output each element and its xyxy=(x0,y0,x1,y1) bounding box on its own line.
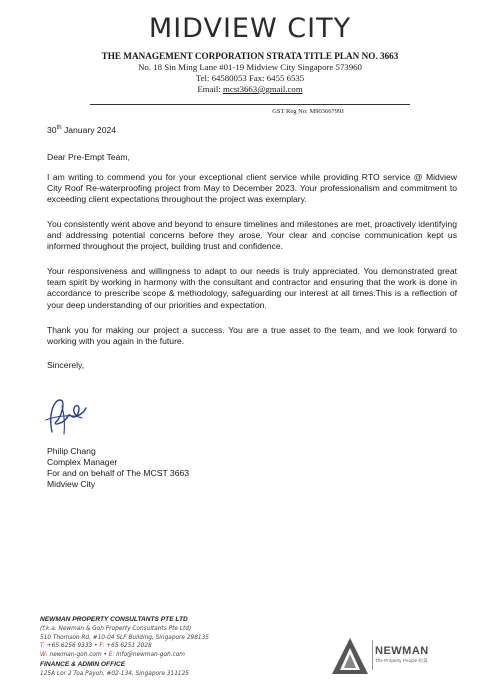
footer-address: 510 Thomson Rd, #10-04 SLF Building, Singapore 298135 xyxy=(40,634,209,641)
address-line: No. 18 Sin Ming Lane #01-19 Midview City Singapore 573960 xyxy=(138,62,362,72)
footer-tel: +65 6256 9333 • xyxy=(44,643,100,650)
web-label: W: xyxy=(40,652,48,659)
tel-label: T: xyxy=(40,643,45,650)
email-link[interactable]: mcst3663@gmail.com xyxy=(222,84,303,94)
closing: Sincerely, xyxy=(47,360,85,370)
footer-office-heading: FINANCE & ADMIN OFFICE xyxy=(40,660,126,668)
footer-office-address: 125A Lor 2 Toa Payoh, #02-134, Singapore 311125 xyxy=(40,670,189,677)
management-title: THE MANAGEMENT CORPORATION STRATA TITLE PLAN NO. 3663 xyxy=(101,51,399,61)
paragraph-4: Thank you for making our project a success. You are a true asset to the team, and we look forward to working with you again in the future. xyxy=(47,325,457,347)
email-label: Email: xyxy=(197,84,223,94)
newman-logo-icon xyxy=(330,636,370,676)
paragraph-1: I am writing to commend you for your exceptional client service while providing RTO service @ Midview City Roof Re-waterproofing project from May to December 2023. Your professionalism and commitment to exceeding client expectations throughout the project was exemplary. xyxy=(47,172,457,205)
footer-email[interactable]: info@newman-goh.com xyxy=(114,652,185,659)
signer-name: Philip Chang xyxy=(47,446,96,456)
gst-reg-number: GST Reg No: M90366799J xyxy=(272,108,344,115)
tel-fax-line: Tel: 64580053 Fax: 6455 6535 xyxy=(195,73,305,83)
signer-block xyxy=(47,446,189,490)
newman-tagline: The Property People 紐曼 xyxy=(375,658,428,663)
header-divider xyxy=(90,104,410,105)
newman-brand xyxy=(375,645,429,664)
signer-title: Complex Manager xyxy=(47,457,118,467)
fax-label: F: xyxy=(99,643,105,650)
letterhead xyxy=(0,14,500,95)
footer-email-label: E: xyxy=(108,652,115,659)
footer-fax: +65 6251 2028 xyxy=(104,643,152,650)
signer-place: Midview City xyxy=(47,479,96,489)
signer-behalf: For and on behalf of The MCST 3663 xyxy=(47,468,190,478)
date-day: 30 xyxy=(47,124,57,135)
newman-wordmark: NEWMAN xyxy=(375,645,429,657)
date-suffix: th xyxy=(56,125,62,131)
email-line xyxy=(0,84,500,95)
date-month-year: January 2024 xyxy=(61,124,117,135)
paragraph-3: Your responsiveness and willingness to adapt to our needs is truly appreciated. You demonstrated great team spirit by working in harmony with the consultant and contractor and ensuring that the work is done in accordance to prescribe scope & methodology, safeguarding our interest at all times.This is a reflection of your deep understanding of our priorities and expectation. xyxy=(47,266,457,310)
midview-city-logo: MIDVIEW CITY xyxy=(148,13,352,44)
footer-formerly: (f.k.a. Newman & Goh Property Consultants Pte Ltd) xyxy=(40,625,192,632)
salutation: Dear Pre-Empt Team, xyxy=(47,152,130,162)
footer-brand-divider xyxy=(372,640,373,670)
handwritten-signature xyxy=(42,394,88,438)
paragraph-2: You consistently went above and beyond to ensure timelines and milestones are met, proactively identifying and addressing potential concerns before they arose. Your clear and concise communication kept us informed throughout the project, building trust and confidence. xyxy=(47,219,457,252)
footer-company: NEWMAN PROPERTY CONSULTANTS PTE LTD xyxy=(40,616,188,623)
footer-web[interactable]: newman-goh.com • xyxy=(47,652,109,659)
letter-date xyxy=(47,123,457,136)
